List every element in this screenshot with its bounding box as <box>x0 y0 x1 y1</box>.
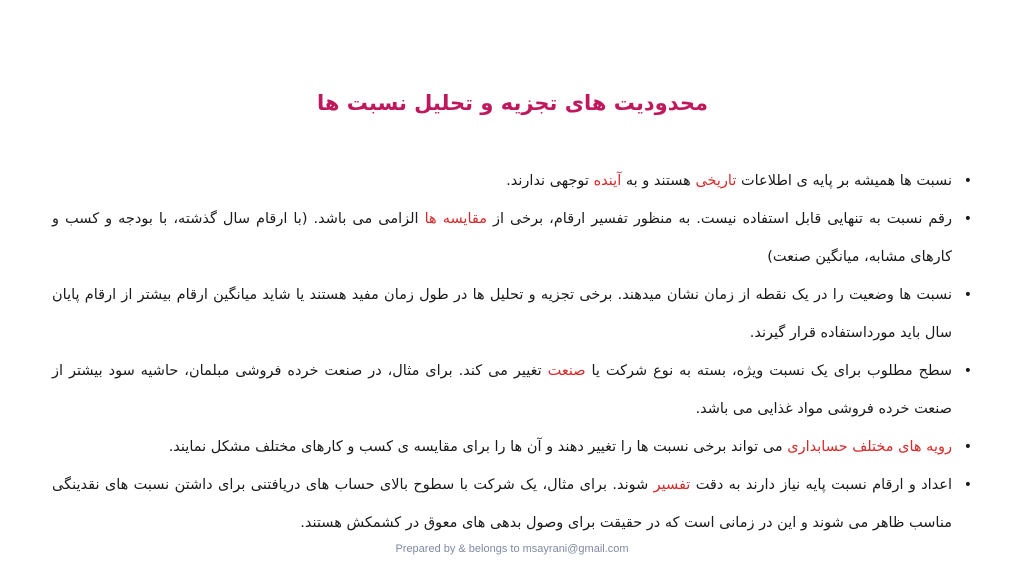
footer-credit: Prepared by & belongs to msayrani@gmail.com <box>395 543 629 555</box>
bullet-dot-icon: • <box>963 173 972 189</box>
highlight-text: تاریخی <box>695 173 737 189</box>
bullet-dot-icon: • <box>963 363 972 379</box>
bullet-text: می تواند برخی نسبت ها را تغییر دهند و آن ها را برای مقایسه ی کسب و کارهای مختلف مشکل نمایند. <box>168 439 788 455</box>
bullet-item <box>52 466 972 542</box>
highlight-text: آینده <box>593 173 622 189</box>
bullet-text: نسبت ها همیشه بر پایه ی اطلاعات <box>736 173 952 189</box>
bullet-dot-icon: • <box>963 439 972 455</box>
bullet-item <box>52 162 972 200</box>
bullet-item <box>52 276 972 352</box>
bullet-text: هستند و به <box>621 173 696 189</box>
bullet-text: سطح مطلوب برای یک نسبت ویژه، بسته به نوع شرکت یا <box>585 363 952 379</box>
bullet-text: توجهی ندارند. <box>506 173 594 189</box>
highlight-text: صنعت <box>547 363 586 379</box>
highlight-text: مقایسه ها <box>424 211 487 227</box>
bullet-item <box>52 428 972 466</box>
bullet-text: نسبت ها وضعیت را در یک نقطه از زمان نشان میدهند. برخی تجزیه و تحلیل ها در طول زمان مفید هستند یا شاید میانگین ارقام بیشتر از ارقام پایان سال باید مورداستفاده قرار گیرند. <box>52 287 952 341</box>
bullet-list <box>52 162 972 542</box>
highlight-text: تفسیر <box>653 477 691 493</box>
bullet-item <box>52 352 972 428</box>
bullet-text: الزامی می باشد. (با ارقام سال گذشته، با بودجه و کسب و کارهای مشابه، میانگین صنعت) <box>52 211 952 265</box>
slide-title: محدودیت های تجزیه و تحلیل نسبت ها <box>317 91 708 115</box>
bullet-text: اعداد و ارقام نسبت پایه نیاز دارند به دقت <box>690 477 952 493</box>
bullet-dot-icon: • <box>963 287 972 303</box>
bullet-text: تغییر می کند. برای مثال، در صنعت خرده فروشی مبلمان، حاشیه سود بیشتر از صنعت خرده فروشی مواد غذایی می باشد. <box>52 363 952 417</box>
bullet-item <box>52 200 972 276</box>
bullet-dot-icon: • <box>963 211 972 227</box>
highlight-text: رویه های مختلف حسابداری <box>787 439 952 455</box>
bullet-dot-icon: • <box>963 477 972 493</box>
bullet-text: شوند. برای مثال، یک شرکت با سطوح بالای حساب های دریافتنی برای داشتن نسبت های نقدینگی مناسب ظاهر می شوند و این در زمانی است که در حقیقت برای وصول بدهی های معوق در کشمکش هستند. <box>52 477 952 531</box>
bullet-text: رقم نسبت به تنهایی قابل استفاده نیست. به منظور تفسیر ارقام، برخی از <box>486 211 952 227</box>
